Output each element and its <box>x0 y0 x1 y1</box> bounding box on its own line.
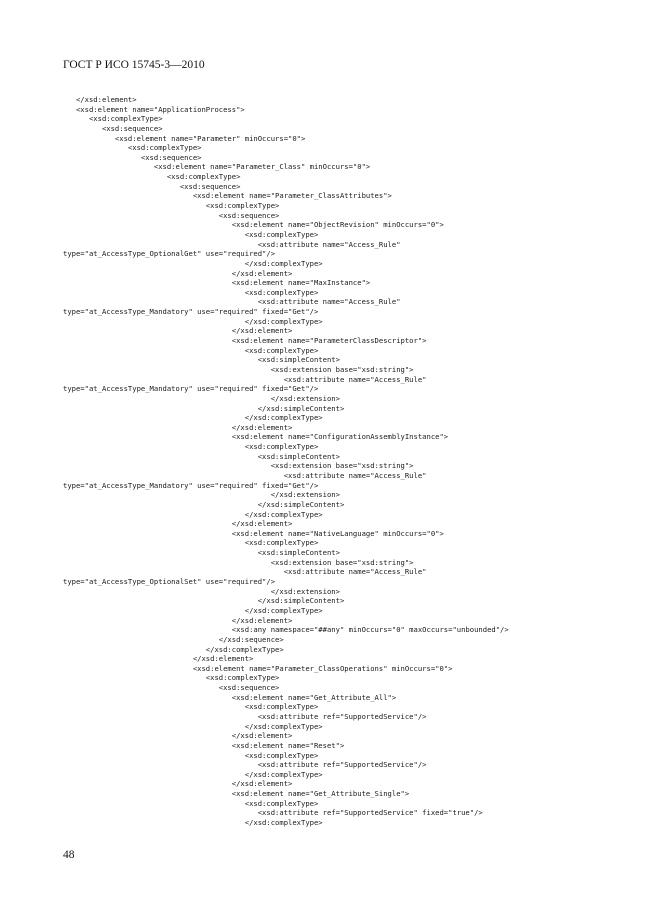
code-line: type="at_AccessType_OptionalSet" use="required"/> <box>63 577 276 587</box>
code-line: <xsd:complexType> <box>63 172 241 182</box>
code-line: <xsd:complexType> <box>63 201 280 211</box>
code-line: <xsd:extension base="xsd:string"> <box>63 461 414 471</box>
code-line: <xsd:attribute ref="SupportedService"/> <box>63 712 427 721</box>
code-line: <xsd:attribute name="Access_Rule" <box>63 239 401 249</box>
code-line: </xsd:complexType> <box>63 605 323 615</box>
code-line: <xsd:element name="Parameter_Class" minOccurs="0"> <box>63 162 371 172</box>
code-line: </xsd:element> <box>63 95 137 104</box>
code-line: </xsd:extension> <box>63 586 340 596</box>
code-line: <xsd:sequence> <box>63 123 163 133</box>
code-line: <xsd:element name="NativeLanguage" minOccurs="0"> <box>63 528 444 538</box>
code-line: <xsd:complexType> <box>63 287 319 297</box>
code-line: <xsd:element name="Parameter" minOccurs="0"> <box>63 133 306 143</box>
code-line: <xsd:complexType> <box>63 702 319 712</box>
code-line: <xsd:complexType> <box>63 673 280 683</box>
code-line: <xsd:complexType> <box>63 442 319 452</box>
code-line: <xsd:element name="Parameter_ClassAttributes"> <box>63 191 392 201</box>
code-line: </xsd:complexType> <box>63 644 284 654</box>
code-line: <xsd:element name="ObjectRevision" minOccurs="0"> <box>63 220 444 230</box>
code-line: <xsd:attribute name="Access_Rule" <box>63 374 427 384</box>
code-line: </xsd:complexType> <box>63 509 323 519</box>
code-line: </xsd:extension> <box>63 490 340 500</box>
code-line: <xsd:extension base="xsd:string"> <box>63 364 414 374</box>
code-line: <xsd:simpleContent> <box>63 451 340 461</box>
code-line: </xsd:complexType> <box>63 818 323 828</box>
code-line: <xsd:element name="ConfigurationAssemblyInstance"> <box>63 432 449 442</box>
code-line: </xsd:element> <box>63 422 293 432</box>
code-line: </xsd:simpleContent> <box>63 403 345 413</box>
code-line: <xsd:attribute name="Access_Rule" <box>63 567 427 577</box>
code-line: <xsd:element name="ApplicationProcess"> <box>63 104 245 114</box>
code-line: <xsd:simpleContent> <box>63 355 340 365</box>
page-header: ГОСТ Р ИСО 15745-3—2010 <box>63 59 205 71</box>
code-line: </xsd:complexType> <box>63 721 323 731</box>
code-line: <xsd:attribute name="Access_Rule" <box>63 470 427 480</box>
code-line: type="at_AccessType_Mandatory" use="required" fixed="Get"/> <box>63 384 319 394</box>
code-line: <xsd:complexType> <box>63 750 319 760</box>
code-line: </xsd:element> <box>63 654 254 664</box>
code-line: <xsd:complexType> <box>63 798 319 808</box>
code-line: </xsd:element> <box>63 731 293 741</box>
code-line: <xsd:extension base="xsd:string"> <box>63 557 414 567</box>
code-line: </xsd:element> <box>63 779 293 789</box>
code-line: <xsd:complexType> <box>63 229 319 239</box>
code-line: </xsd:sequence> <box>63 634 284 644</box>
code-line: <xsd:sequence> <box>63 683 280 693</box>
code-line: </xsd:simpleContent> <box>63 596 345 606</box>
code-line: type="at_AccessType_Mandatory" use="required" fixed="Get"/> <box>63 307 319 317</box>
code-line: <xsd:attribute name="Access_Rule" <box>63 297 401 307</box>
code-line: <xsd:complexType> <box>63 143 202 153</box>
code-line: <xsd:element name="Get_Attribute_Single"> <box>63 789 410 799</box>
code-line: </xsd:element> <box>63 519 293 529</box>
code-line: <xsd:sequence> <box>63 210 280 220</box>
code-line: </xsd:element> <box>63 615 293 625</box>
code-line: <xsd:attribute ref="SupportedService" fixed="true"/> <box>63 808 483 818</box>
xml-schema-listing <box>63 95 509 828</box>
code-line: </xsd:complexType> <box>63 258 323 268</box>
code-line: </xsd:extension> <box>63 393 340 403</box>
code-line: <xsd:complexType> <box>63 345 319 355</box>
code-line: </xsd:complexType> <box>63 413 323 423</box>
code-line: <xsd:simpleContent> <box>63 548 340 558</box>
code-line: </xsd:complexType> <box>63 316 323 326</box>
code-line: <xsd:sequence> <box>63 152 202 162</box>
code-line: <xsd:element name="Reset"> <box>63 740 345 750</box>
code-line: </xsd:element> <box>63 268 293 278</box>
code-line: <xsd:sequence> <box>63 181 241 191</box>
page-number: 48 <box>63 849 75 861</box>
code-line: </xsd:simpleContent> <box>63 499 345 509</box>
code-line: type="at_AccessType_Mandatory" use="required" fixed="Get"/> <box>63 480 319 490</box>
code-line: </xsd:element> <box>63 326 293 336</box>
code-line: <xsd:attribute ref="SupportedService"/> <box>63 760 427 770</box>
code-line: type="at_AccessType_OptionalGet" use="required"/> <box>63 249 276 259</box>
code-line: <xsd:complexType> <box>63 538 319 548</box>
code-line: <xsd:element name="Get_Attribute_All"> <box>63 692 397 702</box>
code-line: <xsd:element name="Parameter_ClassOperations" minOccurs="0"> <box>63 663 453 673</box>
code-line: <xsd:complexType> <box>63 114 163 124</box>
code-line: <xsd:any namespace="##any" minOccurs="0" maxOccurs="unbounded"/> <box>63 625 509 635</box>
code-line: <xsd:element name="ParameterClassDescriptor"> <box>63 336 427 346</box>
code-line: <xsd:element name="MaxInstance"> <box>63 278 371 288</box>
code-line: </xsd:complexType> <box>63 769 323 779</box>
